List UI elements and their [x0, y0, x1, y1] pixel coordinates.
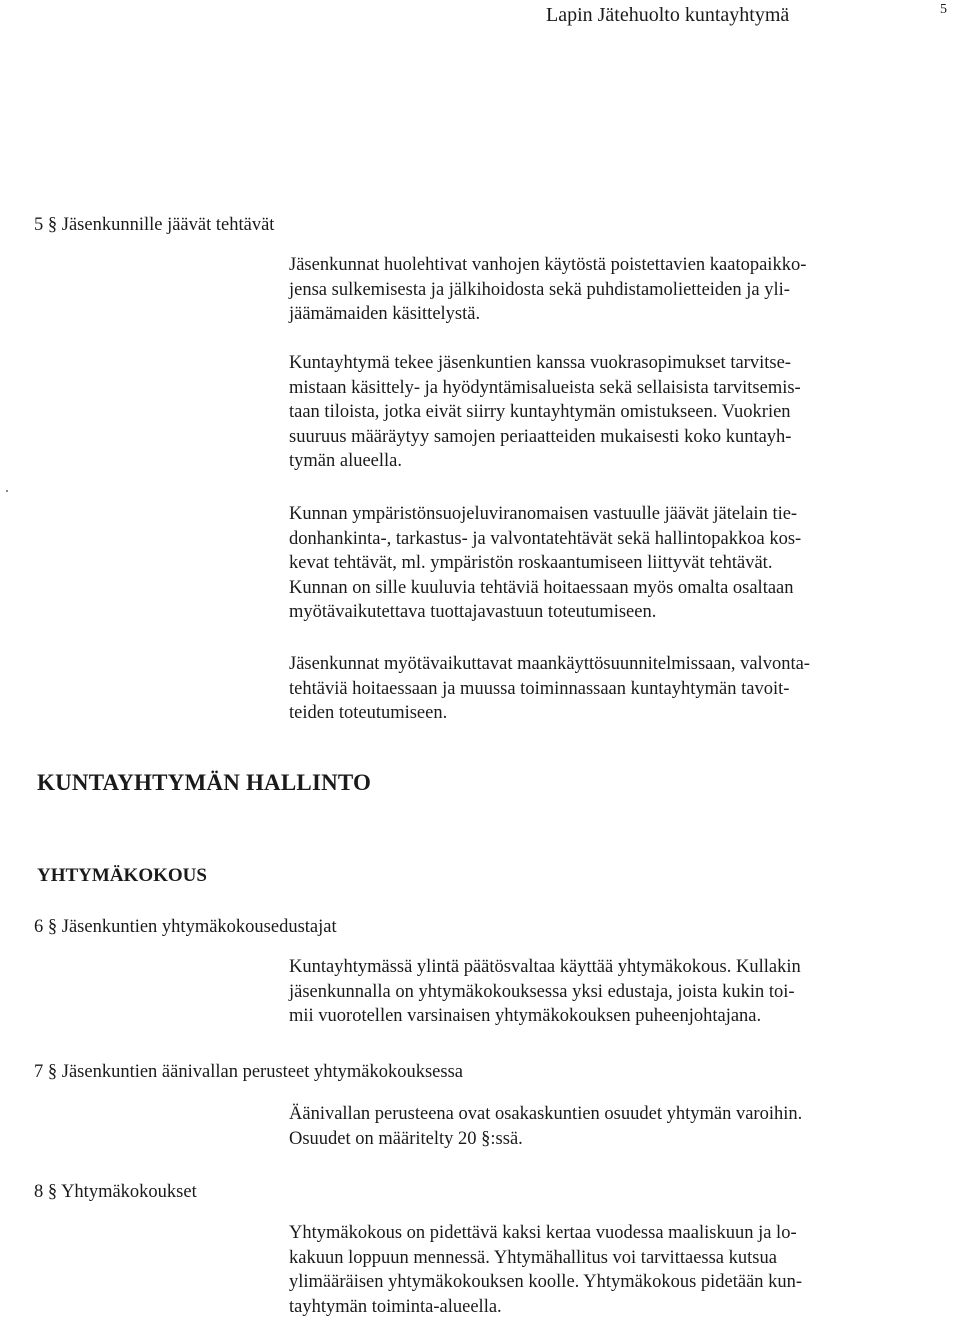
section-7-heading: 7 § Jäsenkuntien äänivallan perusteet yhtymäkokouksessa	[34, 1062, 463, 1082]
sub-heading: YHTYMÄKOKOUS	[37, 865, 207, 886]
page-number: 5	[940, 2, 947, 17]
document-header-title: Lapin Jätehuolto kuntayhtymä	[546, 4, 790, 26]
scan-mark	[6, 490, 8, 492]
section-5-heading: 5 § Jäsenkunnille jäävät tehtävät	[34, 215, 275, 235]
section-7-paragraph-1: Äänivallan perusteena ovat osakaskuntien osuudet yhtymän varoihin. Osuudet on määritelty 20 §:ssä.	[289, 1104, 803, 1149]
section-6-paragraph-1: Kuntayhtymässä ylintä päätösvaltaa käyttää yhtymäkokous. Kullakin jäsenkunnalla on yhtymäkokouksessa yksi edustaja, joista kukin toi- mii vuorotellen varsinaisen yhtymäkokouksen puheenjohtajana.	[289, 957, 801, 1026]
main-heading: KUNTAYHTYMÄN HALLINTO	[37, 770, 372, 795]
section-6-heading: 6 § Jäsenkuntien yhtymäkokousedustajat	[34, 917, 337, 937]
section-5-paragraph-1: Jäsenkunnat huolehtivat vanhojen käytöstä poistettavien kaatopaikko- jensa sulkemisesta ja jälkihoidosta sekä puhdistamolietteiden ja yli- jäämämaiden käsittelystä.	[289, 255, 807, 324]
section-5-paragraph-3: Kunnan ympäristönsuojeluviranomaisen vastuulle jäävät jätelain tie- donhankinta-, tarkastus- ja valvontatehtävät sekä hallintopakkoa kos- kevat tehtävät, ml. ympäristön roskaantumiseen liittyvät tehtävät. Kunnan on sille kuuluvia tehtäviä hoitaessaan myös omalta osaltaan myötävaikutettava tuottajavastuun toteutumiseen.	[289, 504, 802, 622]
section-5-paragraph-4: Jäsenkunnat myötävaikuttavat maankäyttösuunnitelmissaan, valvonta- tehtäviä hoitaessaan ja muussa toiminnassaan kuntayhtymän tavoit- teiden toteutumiseen.	[289, 654, 810, 723]
section-8-paragraph-1: Yhtymäkokous on pidettävä kaksi kertaa vuodessa maaliskuun ja lo- kakuun loppuun mennessä. Yhtymähallitus voi tarvittaessa kutsua ylimääräisen yhtymäkokouksen koolle. Yhtymäkokous pidetään kun- tayhtymän toiminta-alueella.	[289, 1223, 803, 1317]
section-5-paragraph-2: Kuntayhtymä tekee jäsenkuntien kanssa vuokrasopimukset tarvitse- mistaan käsittely- ja hyödyntämisalueista sekä sellaisista tarvitsemis- taan tiloista, jotka eivät siirry kuntayhtymän omistukseen. Vuokrien suuruus määräytyy samojen periaatteiden mukaisesti koko kuntayh- tymän alueella.	[289, 353, 801, 471]
section-8-heading: 8 § Yhtymäkokoukset	[34, 1182, 197, 1202]
